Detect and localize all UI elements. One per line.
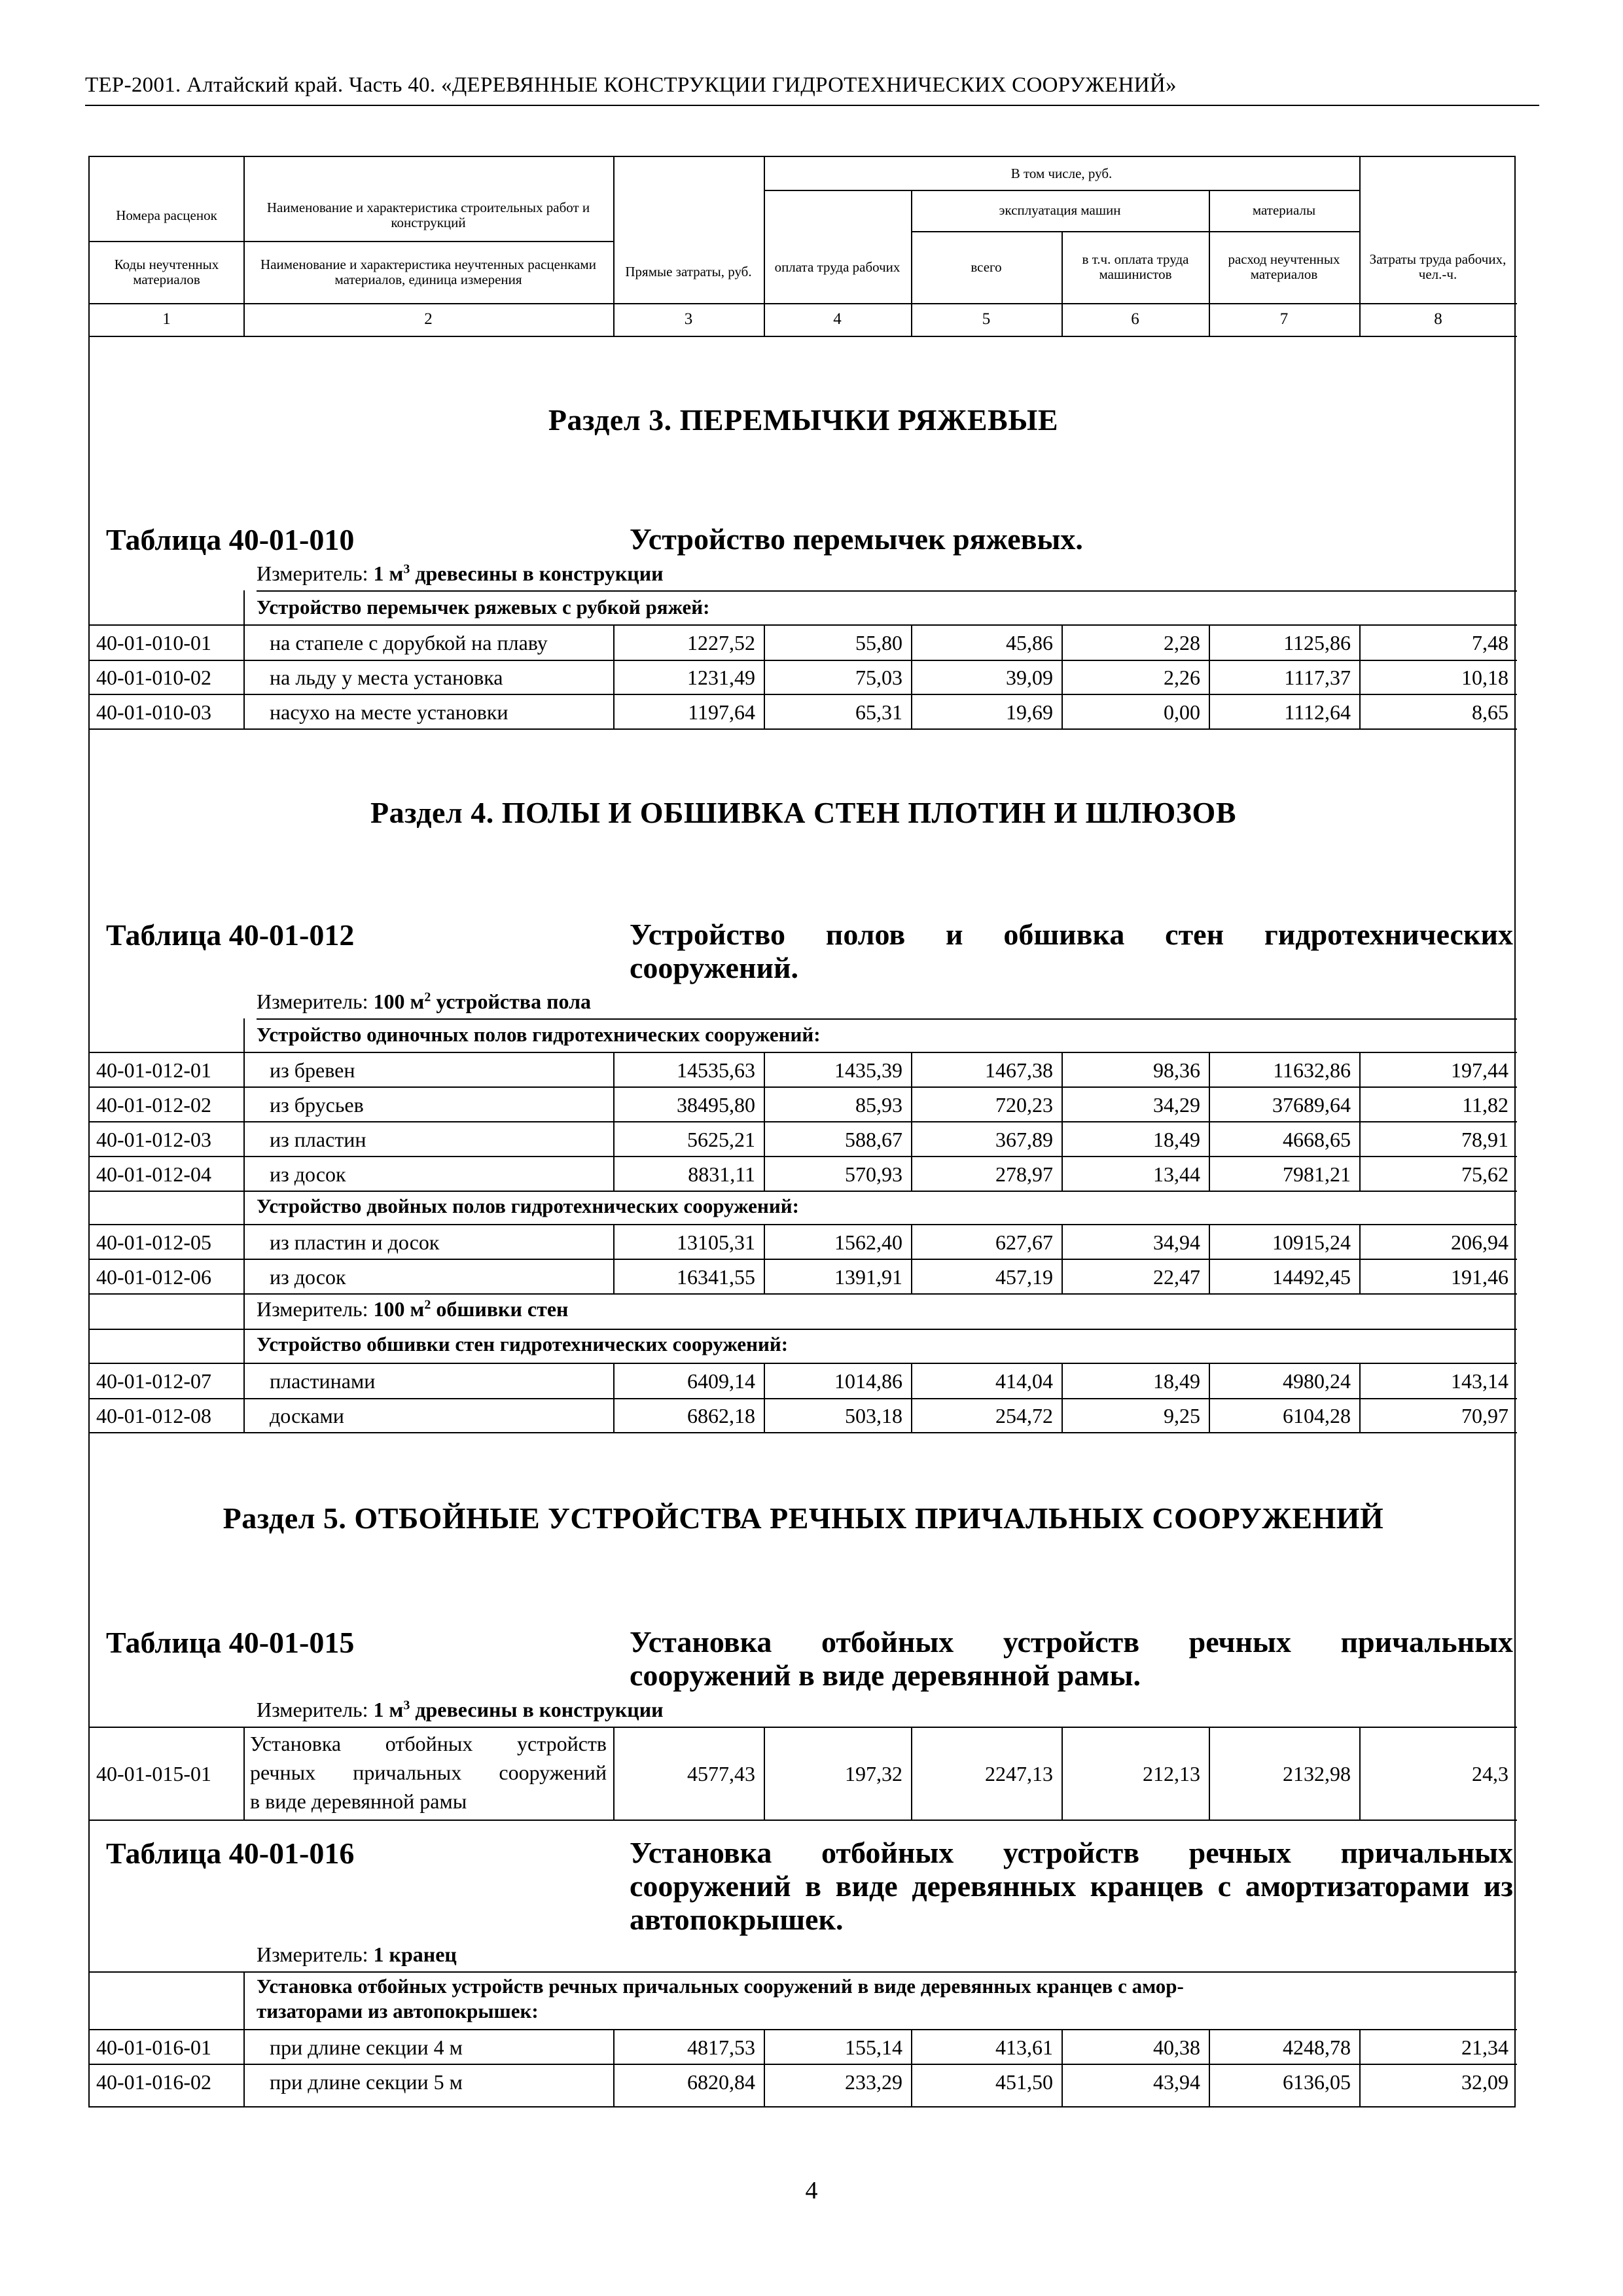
machines-total: 414,04 xyxy=(995,1369,1053,1393)
row-rule xyxy=(90,1727,1517,1728)
materials-cost: 2132,98 xyxy=(1283,1762,1351,1785)
table-40-01-012-subhead-3: Устройство обшивки стен гидротехнических сооружений: xyxy=(257,1333,789,1355)
direct-cost: 6862,18 xyxy=(687,1404,755,1427)
running-header: ТЕР-2001. Алтайский край. Часть 40. «ДЕРЕВЯННЫЕ КОНСТРУКЦИИ ГИДРОТЕХНИЧЕСКИХ СООРУЖЕНИЙ» xyxy=(85,73,1177,97)
machines-total: 45,86 xyxy=(1006,631,1053,655)
row-rule xyxy=(90,2029,1517,2030)
rate-name: из пластин xyxy=(270,1128,366,1151)
section-5-title: Раздел 5. ОТБОЙНЫЕ УСТРОЙСТВА РЕЧНЫХ ПРИЧАЛЬНЫХ СООРУЖЕНИЙ xyxy=(223,1501,1384,1535)
machines-total: 457,19 xyxy=(995,1265,1053,1289)
materials-cost: 4980,24 xyxy=(1283,1369,1351,1393)
machines-total: 278,97 xyxy=(995,1162,1053,1186)
labor-pay: 155,14 xyxy=(845,2036,902,2059)
labor-pay: 75,03 xyxy=(855,666,902,689)
labor-hours: 206,94 xyxy=(1451,1230,1508,1254)
table-40-01-012-title: Устройство полов и обшивка стен гидротехнических сооружений. xyxy=(630,918,1513,984)
machines-total: 19,69 xyxy=(1006,700,1053,724)
table-40-01-016-label: Таблица 40-01-016 xyxy=(106,1837,355,1870)
rate-name: из пластин и досок xyxy=(270,1230,440,1254)
labor-hours: 11,82 xyxy=(1462,1093,1508,1117)
labor-pay: 55,80 xyxy=(855,631,902,655)
rate-code: 40-01-012-08 xyxy=(96,1404,211,1427)
materials-cost: 4248,78 xyxy=(1283,2036,1351,2059)
row-rule xyxy=(90,1398,1517,1399)
labor-pay: 1014,86 xyxy=(834,1369,902,1393)
column-number: 6 xyxy=(1131,310,1139,328)
row-rule xyxy=(90,1329,1517,1330)
direct-cost: 14535,63 xyxy=(677,1058,755,1082)
rate-code: 40-01-010-02 xyxy=(96,666,211,689)
materials-cost: 6136,05 xyxy=(1283,2070,1351,2094)
col-divider xyxy=(1061,1052,1063,1191)
column-number: 8 xyxy=(1434,310,1442,328)
labor-hours: 78,91 xyxy=(1461,1128,1508,1151)
section-3-title: Раздел 3. ПЕРЕМЫЧКИ РЯЖЕВЫЕ xyxy=(548,403,1059,437)
machinist-pay: 34,29 xyxy=(1153,1093,1200,1117)
rate-code: 40-01-010-03 xyxy=(96,700,211,724)
materials-header: материалы xyxy=(1252,202,1316,218)
rate-name-line: речных причальных сооружений xyxy=(250,1761,607,1784)
col-divider xyxy=(764,1224,765,1293)
col-divider xyxy=(1061,1363,1063,1432)
machines-total: 2247,13 xyxy=(985,1762,1053,1785)
table-40-01-010-measure: Измеритель: 1 $м^3$ древесины в конструкции xyxy=(257,562,664,585)
labor-pay: 1435,39 xyxy=(834,1058,902,1082)
direct-cost: 5625,21 xyxy=(687,1128,755,1151)
rate-name: при длине секции 4 м xyxy=(270,2036,463,2059)
row-rule xyxy=(90,1259,1517,1260)
rate-name: насухо на месте установки xyxy=(270,700,508,724)
col-divider xyxy=(1209,1052,1210,1191)
row-rule xyxy=(90,1052,1517,1053)
machinist-pay: 18,49 xyxy=(1153,1369,1200,1393)
direct-cost: 1227,52 xyxy=(687,631,755,655)
table-40-01-012-subhead-1: Устройство одиночных полов гидротехнических сооружений: xyxy=(257,1023,821,1046)
labor-pay: 65,31 xyxy=(855,700,902,724)
row-rule xyxy=(90,1820,1517,1821)
labor-hours: 24,3 xyxy=(1472,1762,1508,1785)
labor-hours: 197,44 xyxy=(1451,1058,1508,1082)
labor-hours: 32,09 xyxy=(1461,2070,1508,2094)
rate-code: 40-01-012-02 xyxy=(96,1093,211,1117)
in-that-number-header: В том числе, руб. xyxy=(1010,165,1113,181)
col2-header-top: Наименование и характеристика строительных работ и конструкций xyxy=(266,200,590,230)
direct-cost: 6820,84 xyxy=(687,2070,755,2094)
labor-hours: 8,65 xyxy=(1472,700,1508,724)
col-divider xyxy=(764,1363,765,1432)
numbers-bottom-rule xyxy=(90,336,1517,337)
rate-name: из досок xyxy=(270,1265,346,1289)
rate-name: из брусьев xyxy=(270,1093,364,1117)
direct-cost: 1231,49 xyxy=(687,666,755,689)
machinist-pay: 43,94 xyxy=(1153,2070,1200,2094)
rate-code: 40-01-012-05 xyxy=(96,1230,211,1254)
rate-code: 40-01-012-06 xyxy=(96,1265,211,1289)
table-40-01-012-measure-2: Измеритель: 100 $м^2$ обшивки стен xyxy=(257,1297,569,1321)
table-40-01-012-subhead-2: Устройство двойных полов гидротехнических сооружений: xyxy=(257,1194,799,1217)
direct-cost: 4817,53 xyxy=(687,2036,755,2059)
materials-cost: 1117,37 xyxy=(1284,666,1351,689)
col2-header-bottom: Наименование и характеристика неучтенных расценками материалов, единица измерения xyxy=(260,256,596,287)
machines-total: 451,50 xyxy=(995,2070,1053,2094)
col-divider xyxy=(1209,1363,1210,1432)
col-divider xyxy=(911,1052,912,1191)
col-divider xyxy=(1359,624,1361,728)
table-40-01-015-label: Таблица 40-01-015 xyxy=(106,1626,355,1659)
rate-code: 40-01-015-01 xyxy=(96,1762,211,1785)
col-divider xyxy=(911,1727,912,1820)
col7-header: расход неучтенных материалов xyxy=(1228,251,1340,282)
direct-cost: 4577,43 xyxy=(687,1762,755,1785)
col1-header-top: Номера расценок xyxy=(116,207,217,223)
machinist-pay: 212,13 xyxy=(1143,1762,1200,1785)
col-divider xyxy=(764,2029,765,2108)
materials-cost: 7981,21 xyxy=(1283,1162,1351,1186)
row-rule xyxy=(90,624,1517,626)
rate-name-line: в виде деревянной рамы xyxy=(250,1789,467,1813)
labor-hours: 10,18 xyxy=(1461,666,1508,689)
rate-name: из досок xyxy=(270,1162,346,1186)
machines-total: 39,09 xyxy=(1006,666,1053,689)
labor-pay: 1562,40 xyxy=(834,1230,902,1254)
labor-hours: 143,14 xyxy=(1451,1369,1508,1393)
labor-hours: 75,62 xyxy=(1461,1162,1508,1186)
table-40-01-010-label: Таблица 40-01-010 xyxy=(106,523,355,556)
row-rule xyxy=(90,1086,1517,1088)
column-number: 1 xyxy=(162,310,171,328)
table-40-01-016-subhead-line: Установка отбойных устройств речных причальных сооружений в виде деревянных кранцев с амор- xyxy=(257,1975,1184,1998)
materials-cost: 4668,65 xyxy=(1283,1128,1351,1151)
labor-hours: 70,97 xyxy=(1461,1404,1508,1427)
table-40-01-016-measure: Измеритель: 1 кранец xyxy=(257,1943,457,1966)
labor-pay: 1391,91 xyxy=(834,1265,902,1289)
row-rule xyxy=(90,1363,1517,1364)
col-divider xyxy=(1359,1052,1361,1191)
column-number: 7 xyxy=(1279,310,1289,328)
rate-name: досками xyxy=(270,1404,344,1427)
labor-hours: 7,48 xyxy=(1472,631,1508,655)
rate-name: при длине секции 5 м xyxy=(270,2070,463,2094)
col8-header: Затраты труда рабочих, чел.-ч. xyxy=(1369,251,1507,282)
machines-total: 627,67 xyxy=(995,1230,1053,1254)
col-divider xyxy=(1061,1727,1063,1820)
machines-total: 413,61 xyxy=(995,2036,1053,2059)
machinist-pay: 34,94 xyxy=(1153,1230,1200,1254)
rate-code: 40-01-016-01 xyxy=(96,2036,211,2059)
rate-code: 40-01-012-07 xyxy=(96,1369,211,1393)
machinist-pay: 18,49 xyxy=(1153,1128,1200,1151)
column-number: 4 xyxy=(833,310,842,328)
direct-cost: 6409,14 xyxy=(687,1369,755,1393)
col-divider xyxy=(911,1224,912,1293)
row-rule xyxy=(90,1432,1517,1433)
machines-total: 720,23 xyxy=(995,1093,1053,1117)
row-rule xyxy=(90,728,1517,730)
col-divider xyxy=(1061,2029,1063,2108)
machinist-pay: 2,26 xyxy=(1164,666,1200,689)
rates-table xyxy=(88,156,1516,2108)
column-number: 3 xyxy=(684,310,693,328)
table-40-01-012-label: Таблица 40-01-012 xyxy=(106,918,355,952)
table-40-01-016-subhead-line: тизаторами из автопокрышек: xyxy=(257,2000,539,2022)
rate-code: 40-01-016-02 xyxy=(96,2070,211,2094)
col-divider xyxy=(764,624,765,728)
rate-name: из бревен xyxy=(270,1058,355,1082)
row-rule xyxy=(90,1224,1517,1225)
labor-pay: 233,29 xyxy=(845,2070,902,2094)
col1-header-bottom: Коды неучтенных материалов xyxy=(114,256,219,287)
col-divider xyxy=(911,1363,912,1432)
col-divider xyxy=(1209,1727,1210,1820)
row-rule xyxy=(90,694,1517,695)
rate-code: 40-01-010-01 xyxy=(96,631,211,655)
labor-pay: 570,93 xyxy=(845,1162,902,1186)
labor-pay: 503,18 xyxy=(845,1404,902,1427)
rate-code: 40-01-012-03 xyxy=(96,1128,211,1151)
table-40-01-010-title: Устройство перемычек ряжевых. xyxy=(630,522,1083,556)
col6-header: в т.ч. оплата труда машинистов xyxy=(1082,251,1189,282)
col-divider xyxy=(1061,1224,1063,1293)
labor-hours: 191,46 xyxy=(1451,1265,1508,1289)
materials-cost: 1125,86 xyxy=(1283,631,1351,655)
materials-cost: 11632,86 xyxy=(1273,1058,1351,1082)
materials-cost: 10915,24 xyxy=(1272,1230,1351,1254)
col-divider xyxy=(764,1052,765,1191)
machines-header: эксплуатация машин xyxy=(999,202,1121,218)
page-number: 4 xyxy=(805,2177,818,2204)
machinist-pay: 40,38 xyxy=(1153,2036,1200,2059)
machinist-pay: 2,28 xyxy=(1164,631,1200,655)
row-rule xyxy=(90,1191,1517,1192)
machinist-pay: 9,25 xyxy=(1164,1404,1200,1427)
rate-name: на льду у места установка xyxy=(270,666,503,689)
rate-code: 40-01-012-01 xyxy=(96,1058,211,1082)
col-divider xyxy=(1359,2029,1361,2108)
machines-total: 367,89 xyxy=(995,1128,1053,1151)
col-divider xyxy=(1209,1224,1210,1293)
direct-cost: 8831,11 xyxy=(688,1162,755,1186)
col-divider xyxy=(1359,1727,1361,1820)
rate-name: на стапеле с дорубкой на плаву xyxy=(270,631,548,655)
col-divider xyxy=(1209,624,1210,728)
row-rule xyxy=(90,1121,1517,1122)
direct-cost: 13105,31 xyxy=(677,1230,755,1254)
col-divider xyxy=(911,624,912,728)
table-40-01-010-subhead: Устройство перемычек ряжевых с рубкой ряжей: xyxy=(257,596,710,619)
rate-name: пластинами xyxy=(270,1369,376,1393)
col-divider xyxy=(1061,624,1063,728)
machinist-pay: 0,00 xyxy=(1164,700,1200,724)
col-divider xyxy=(1359,1224,1361,1293)
materials-cost: 1112,64 xyxy=(1284,700,1351,724)
row-rule xyxy=(90,660,1517,661)
col-divider xyxy=(911,2029,912,2108)
direct-cost: 1197,64 xyxy=(688,700,755,724)
materials-cost: 6104,28 xyxy=(1283,1404,1351,1427)
materials-cost: 14492,45 xyxy=(1272,1265,1351,1289)
col-divider xyxy=(1209,2029,1210,2108)
row-rule xyxy=(257,590,1517,592)
header-rule xyxy=(85,105,1539,106)
machines-total: 254,72 xyxy=(995,1404,1053,1427)
column-number: 5 xyxy=(982,310,991,328)
section-4-title: Раздел 4. ПОЛЫ И ОБШИВКА СТЕН ПЛОТИН И ШЛЮЗОВ xyxy=(370,796,1237,829)
col-divider xyxy=(764,1727,765,1820)
direct-cost: 16341,55 xyxy=(677,1265,755,1289)
table-40-01-015-measure: Измеритель: 1 $м^3$ древесины в конструкции xyxy=(257,1698,664,1721)
table-40-01-016-title: Установка отбойных устройств речных причальных сооружений в виде деревянных кранцев с амортизаторами из автопокрышек. xyxy=(630,1836,1513,1936)
row-rule xyxy=(90,1156,1517,1157)
labor-pay: 588,67 xyxy=(845,1128,902,1151)
table-40-01-012-measure: Измеритель: 100 $м^2$ устройства пола xyxy=(257,990,592,1013)
materials-cost: 37689,64 xyxy=(1272,1093,1351,1117)
machinist-pay: 22,47 xyxy=(1153,1265,1200,1289)
row-rule xyxy=(90,1293,1517,1295)
col-divider xyxy=(613,1727,615,1820)
direct-cost: 38495,80 xyxy=(677,1093,755,1117)
row-rule xyxy=(90,1971,1517,1973)
col4-header: оплата труда рабочих xyxy=(774,259,901,275)
col-divider xyxy=(1359,1363,1361,1432)
rate-code: 40-01-012-04 xyxy=(96,1162,211,1186)
machines-total: 1467,38 xyxy=(985,1058,1053,1082)
table-40-01-015-title: Установка отбойных устройств речных причальных сооружений в виде деревянной рамы. xyxy=(630,1625,1513,1692)
row-rule xyxy=(257,1018,1517,1020)
rate-name-line: Установка отбойных устройств xyxy=(250,1732,607,1755)
row-rule xyxy=(90,2064,1517,2065)
col5-header: всего xyxy=(971,259,1002,275)
column-number: 2 xyxy=(424,310,433,328)
labor-pay: 85,93 xyxy=(855,1093,902,1117)
machinist-pay: 13,44 xyxy=(1153,1162,1200,1186)
labor-pay: 197,32 xyxy=(845,1762,902,1785)
col3-header: Прямые затраты, руб. xyxy=(625,264,752,279)
labor-hours: 21,34 xyxy=(1461,2036,1508,2059)
machinist-pay: 98,36 xyxy=(1153,1058,1200,1082)
